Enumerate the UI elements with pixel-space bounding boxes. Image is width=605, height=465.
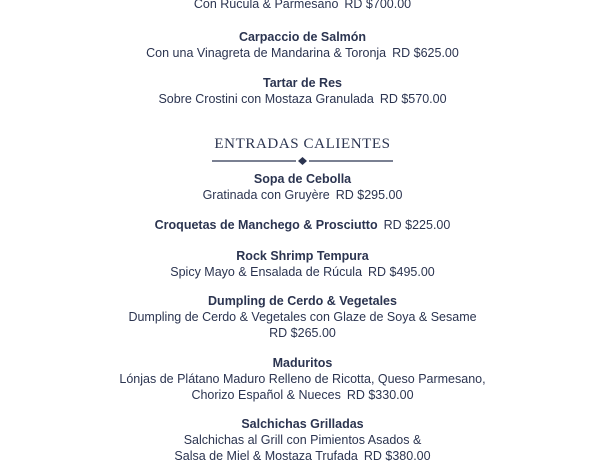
item-description: Dumpling de Cerdo & Vegetales con Glaze de Soya & Sesame: [128, 310, 477, 324]
item-price: RD $625.00: [392, 46, 459, 60]
item-name: Salchichas Grilladas: [241, 417, 364, 431]
menu-item-salchichas: [0, 416, 605, 464]
item-description: Salsa de Miel & Mostaza Trufada RD $380.00: [174, 449, 431, 463]
item-description: Chorizo Español & Nueces RD $330.00: [191, 388, 414, 402]
menu-item-tartar-res: [0, 75, 605, 107]
item-description: Salchichas al Grill con Pimientos Asados &: [183, 433, 422, 447]
item-name: Rock Shrimp Tempura: [236, 249, 369, 263]
item-name: Croquetas de Manchego & Prosciutto: [154, 218, 378, 232]
item-price: RD $295.00: [335, 188, 403, 202]
menu-item-dumpling: [0, 293, 605, 341]
item-name: Carpaccio de Salmón: [238, 30, 367, 44]
item-description: Lónjas de Plátano Maduro Relleno de Ricotta, Queso Parmesano,: [119, 372, 486, 386]
menu-item-maduritos: [0, 355, 605, 403]
menu-item-rock-shrimp: [0, 248, 605, 280]
item-name: Dumpling de Cerdo & Vegetales: [208, 294, 397, 308]
item-price: RD $700.00: [344, 0, 412, 11]
item-description: Gratinada con Gruyère RD $295.00: [202, 188, 403, 202]
item-price: RD $225.00: [383, 218, 451, 232]
item-price: RD $330.00: [346, 388, 414, 402]
item-description: Sobre Crostini con Mostaza Granulada RD $570.00: [158, 92, 447, 106]
menu-item-rucula: [0, 0, 605, 12]
menu-item-sopa-cebolla: [0, 171, 605, 203]
item-name: Maduritos: [272, 356, 333, 370]
menu-item-croquetas: [0, 217, 605, 233]
item-description: Con Rúcula & Parmesano RD $700.00: [0, 0, 605, 12]
item-price: RD $265.00: [269, 326, 336, 340]
item-price: RD $495.00: [368, 265, 435, 279]
item-price: RD $570.00: [379, 92, 447, 106]
item-description: Con una Vinagreta de Mandarina & Toronja RD $625.00: [146, 46, 459, 60]
item-name: Sopa de Cebolla: [253, 172, 352, 186]
item-price: RD $380.00: [363, 449, 431, 463]
item-description: Spicy Mayo & Ensalada de Rúcula RD $495.00: [170, 265, 435, 279]
menu-item-carpaccio-salmon: [0, 29, 605, 61]
item-name: Tartar de Res: [263, 76, 342, 90]
heading-ornament: [212, 156, 393, 166]
section-heading: ENTRADAS CALIENTES: [214, 136, 391, 152]
